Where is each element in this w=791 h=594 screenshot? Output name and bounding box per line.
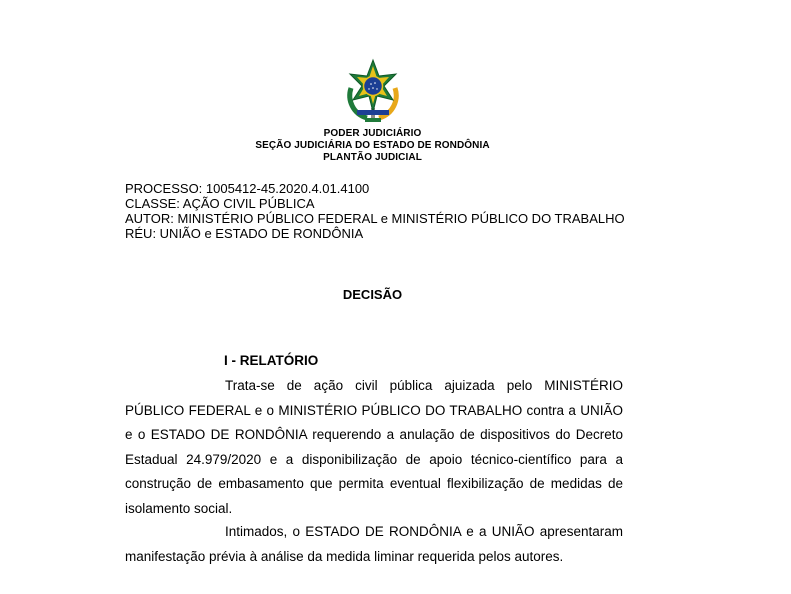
coat-of-arms-icon xyxy=(341,58,405,126)
case-defendant: RÉU: UNIÃO e ESTADO DE RONDÔNIA xyxy=(125,226,364,241)
case-number: PROCESSO: 1005412-45.2020.4.01.4100 xyxy=(125,181,370,196)
header-shift: PLANTÃO JUDICIAL xyxy=(323,152,422,163)
paragraph: Trata-se de ação civil pública ajuizada pelo MINISTÉRIO PÚBLICO FEDERAL e o MINISTÉRIO PÚBLICO DO TRABALHO contra a UNIÃO e o ESTADO DE RONDÔNIA requerendo a anulação de dispositivos do Decreto Estadual 24.979/2020 e a disponibilização de apoio técnico-científico para a construção de embasamento que permita eventual flexibilização de medidas de isolamento social. xyxy=(125,378,623,516)
header-court: PODER JUDICIÁRIO xyxy=(323,128,422,139)
case-plaintiff: AUTOR: MINISTÉRIO PÚBLICO FEDERAL e MINISTÉRIO PÚBLICO DO TRABALHO xyxy=(125,211,625,226)
case-class: CLASSE: AÇÃO CIVIL PÚBLICA xyxy=(125,196,315,211)
decision-title: DECISÃO xyxy=(342,287,403,302)
section-title: I - RELATÓRIO xyxy=(224,353,319,368)
paragraph: Intimados, o ESTADO DE RONDÔNIA e a UNIÃO apresentaram manifestação prévia à análise da medida liminar requerida pelos autores. xyxy=(125,524,623,564)
header-section: SEÇÃO JUDICIÁRIA DO ESTADO DE RONDÔNIA xyxy=(255,140,490,151)
